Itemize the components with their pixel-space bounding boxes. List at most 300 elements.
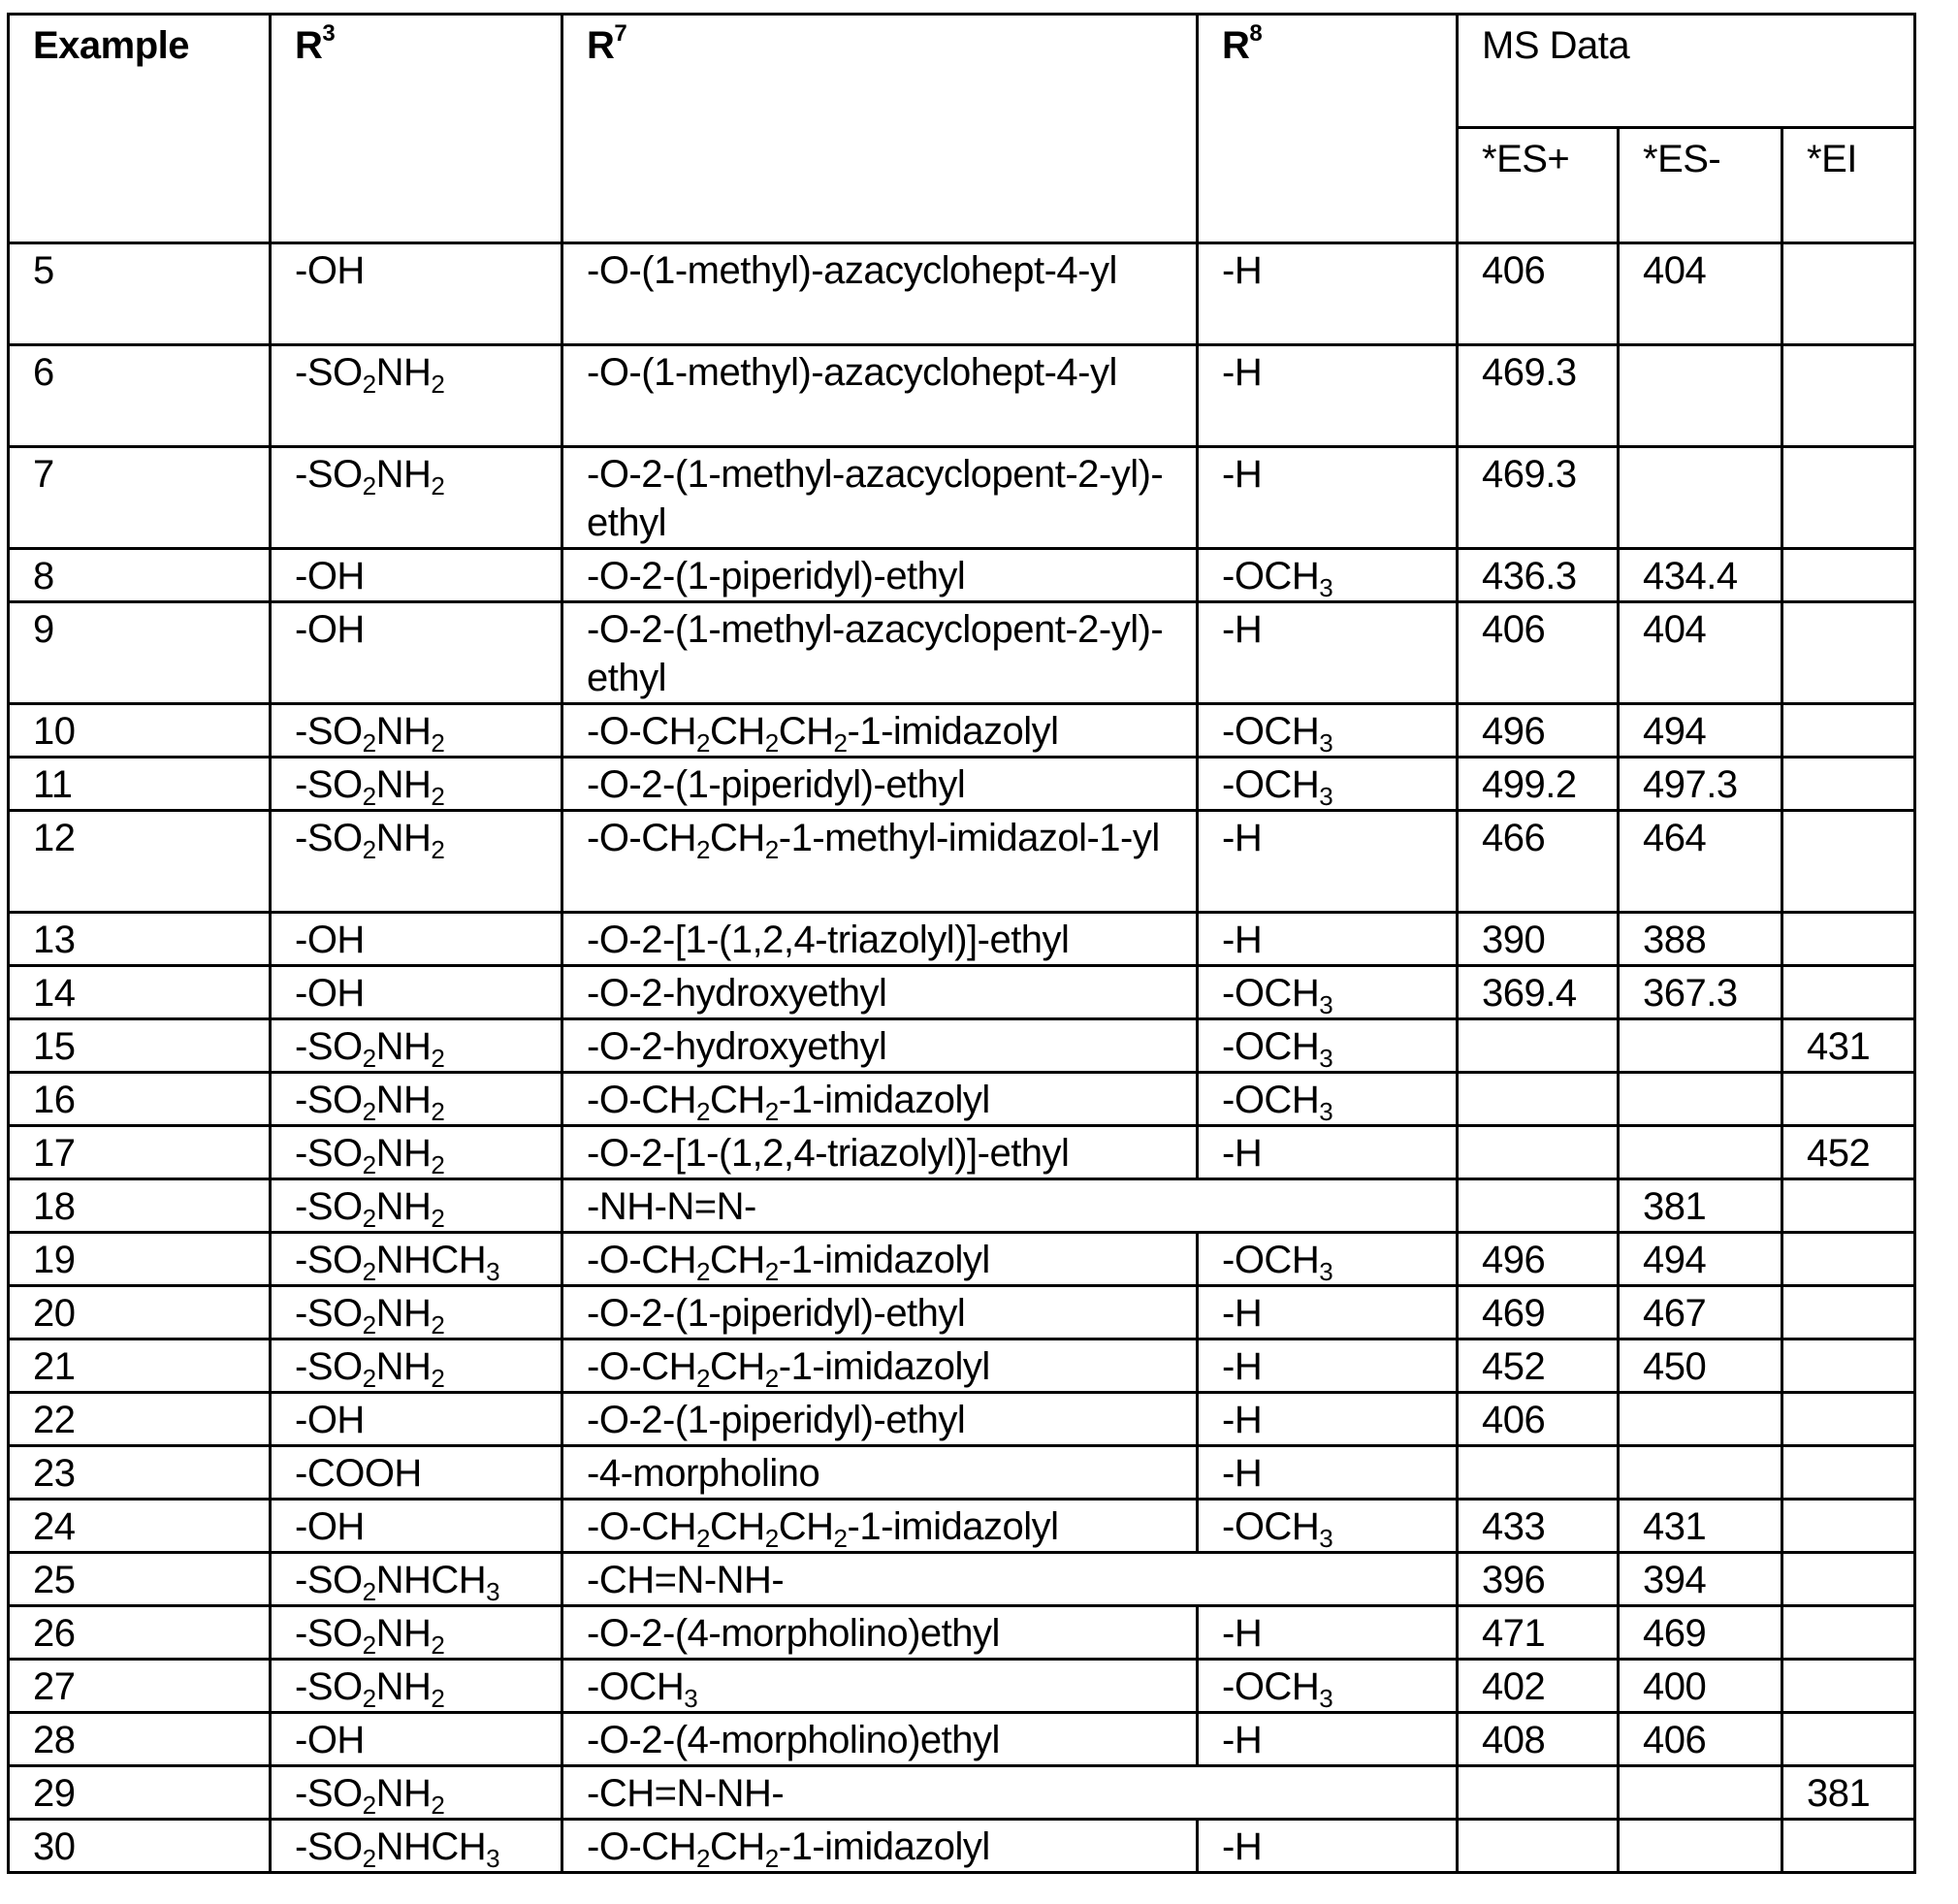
formula-subscript: 2 bbox=[362, 728, 376, 758]
cell-es-minus: 406 bbox=[1619, 1713, 1782, 1766]
cell-r8 bbox=[1198, 1286, 1458, 1339]
cell-r3 bbox=[271, 1660, 562, 1713]
cell-example: 6 bbox=[9, 345, 271, 447]
formula-text: -OCH bbox=[1222, 555, 1320, 597]
cell-ei bbox=[1782, 913, 1915, 966]
formula-text: -SO bbox=[295, 1079, 363, 1121]
formula-subscript: 3 bbox=[1319, 1524, 1333, 1553]
cell-es-minus: 497.3 bbox=[1619, 758, 1782, 811]
formula-subscript: 2 bbox=[362, 370, 376, 399]
cell-es-plus: 369.4 bbox=[1458, 966, 1619, 1019]
cell-es-minus: 467 bbox=[1619, 1286, 1782, 1339]
formula-text: -1-imidazolyl bbox=[778, 1345, 990, 1388]
formula-text: -SO bbox=[295, 817, 363, 859]
cell-example: 29 bbox=[9, 1766, 271, 1820]
formula-subscript: 3 bbox=[1319, 1684, 1333, 1713]
cell-es-plus: 406 bbox=[1458, 243, 1619, 345]
cell-es-plus: 496 bbox=[1458, 704, 1619, 758]
cell-example: 11 bbox=[9, 758, 271, 811]
cell-es-plus bbox=[1458, 1073, 1619, 1126]
formula-text: -O-CH bbox=[587, 1239, 697, 1281]
formula-text: -H bbox=[1222, 1825, 1263, 1868]
cell-es-plus: 396 bbox=[1458, 1553, 1619, 1606]
formula-text: -OCH bbox=[1222, 763, 1320, 806]
formula-subscript: 2 bbox=[696, 1364, 710, 1393]
cell-r3 bbox=[271, 1393, 562, 1446]
cell-es-plus: 452 bbox=[1458, 1339, 1619, 1393]
table-row bbox=[9, 1286, 1915, 1339]
formula-text: -H bbox=[1222, 1132, 1263, 1175]
formula-text: -OH bbox=[295, 608, 365, 651]
cell-r7 bbox=[562, 1660, 1198, 1713]
cell-r8 bbox=[1198, 345, 1458, 447]
cell-example: 18 bbox=[9, 1179, 271, 1233]
cell-r8 bbox=[1198, 966, 1458, 1019]
formula-text: -4-morpholino bbox=[587, 1452, 820, 1495]
cell-es-minus: 404 bbox=[1619, 602, 1782, 704]
cell-es-minus bbox=[1619, 1820, 1782, 1873]
cell-es-plus: 466 bbox=[1458, 811, 1619, 913]
header-r3-sup: 3 bbox=[322, 20, 336, 47]
formula-text: NH bbox=[375, 817, 432, 859]
cell-es-minus: 367.3 bbox=[1619, 966, 1782, 1019]
ms-data-table bbox=[7, 13, 1916, 1874]
formula-text: -1-imidazolyl bbox=[778, 1239, 990, 1281]
cell-r8 bbox=[1198, 758, 1458, 811]
cell-r3 bbox=[271, 1073, 562, 1126]
table-row bbox=[9, 966, 1915, 1019]
formula-subscript: 2 bbox=[431, 1044, 445, 1073]
cell-r3 bbox=[271, 758, 562, 811]
cell-es-minus bbox=[1619, 1393, 1782, 1446]
formula-subscript: 2 bbox=[362, 1684, 376, 1713]
formula-text: CH bbox=[710, 1825, 765, 1868]
formula-subscript: 2 bbox=[833, 728, 848, 758]
cell-example: 21 bbox=[9, 1339, 271, 1393]
cell-es-plus: 436.3 bbox=[1458, 549, 1619, 602]
cell-r8 bbox=[1198, 913, 1458, 966]
formula-text: -O-2-(4-morpholino)ethyl bbox=[587, 1612, 1000, 1655]
cell-r8 bbox=[1198, 602, 1458, 704]
cell-es-plus bbox=[1458, 1766, 1619, 1820]
cell-es-minus bbox=[1619, 345, 1782, 447]
cell-example: 17 bbox=[9, 1126, 271, 1179]
formula-subscript: 2 bbox=[833, 1524, 848, 1553]
cell-r7 bbox=[562, 1339, 1198, 1393]
cell-r3 bbox=[271, 1179, 562, 1233]
cell-example: 13 bbox=[9, 913, 271, 966]
formula-text: -OCH bbox=[1222, 1239, 1320, 1281]
cell-es-minus bbox=[1619, 447, 1782, 549]
cell-example: 15 bbox=[9, 1019, 271, 1073]
formula-text: -H bbox=[1222, 1345, 1263, 1388]
header-r3-base: R bbox=[295, 24, 323, 67]
cell-r7 bbox=[562, 243, 1198, 345]
cell-r7 bbox=[562, 345, 1198, 447]
cell-r7 bbox=[562, 1233, 1198, 1286]
cell-ei bbox=[1782, 1660, 1915, 1713]
formula-text: -O-2-[1-(1,2,4-triazolyl)]-ethyl bbox=[587, 1132, 1070, 1175]
cell-r7 bbox=[562, 1500, 1198, 1553]
formula-text: CH bbox=[778, 710, 834, 753]
formula-subscript: 3 bbox=[486, 1844, 500, 1873]
cell-r3 bbox=[271, 811, 562, 913]
formula-subscript: 2 bbox=[362, 1364, 376, 1393]
cell-r3 bbox=[271, 345, 562, 447]
table-row bbox=[9, 913, 1915, 966]
cell-example: 19 bbox=[9, 1233, 271, 1286]
cell-r7 bbox=[562, 704, 1198, 758]
formula-subscript: 2 bbox=[764, 1844, 779, 1873]
formula-text: -O-CH bbox=[587, 1505, 697, 1548]
cell-es-minus bbox=[1619, 1019, 1782, 1073]
cell-example: 30 bbox=[9, 1820, 271, 1873]
cell-example: 12 bbox=[9, 811, 271, 913]
formula-text: -COOH bbox=[295, 1452, 422, 1495]
cell-r3 bbox=[271, 1339, 562, 1393]
table-row bbox=[9, 447, 1915, 549]
cell-example: 20 bbox=[9, 1286, 271, 1339]
formula-subscript: 2 bbox=[764, 728, 779, 758]
cell-r3 bbox=[271, 1286, 562, 1339]
cell-r3 bbox=[271, 704, 562, 758]
formula-text: -SO bbox=[295, 1345, 363, 1388]
formula-text: -O-2-hydroxyethyl bbox=[587, 972, 887, 1015]
formula-subscript: 2 bbox=[696, 1257, 710, 1286]
cell-es-plus: 406 bbox=[1458, 602, 1619, 704]
formula-text: CH bbox=[778, 1505, 834, 1548]
formula-text: NH bbox=[375, 453, 432, 496]
cell-example: 24 bbox=[9, 1500, 271, 1553]
formula-text: -OCH bbox=[587, 1665, 685, 1708]
cell-r7 bbox=[562, 447, 1198, 549]
formula-text: NH bbox=[375, 1292, 432, 1335]
cell-ei bbox=[1782, 1713, 1915, 1766]
formula-text: -O-2-(4-morpholino)ethyl bbox=[587, 1719, 1000, 1761]
cell-r3 bbox=[271, 1820, 562, 1873]
formula-text: -O-CH bbox=[587, 1079, 697, 1121]
cell-example: 26 bbox=[9, 1606, 271, 1660]
header-r8-sup: 8 bbox=[1249, 20, 1263, 47]
cell-r3 bbox=[271, 243, 562, 345]
formula-text: -H bbox=[1222, 817, 1263, 859]
formula-subscript: 2 bbox=[362, 1097, 376, 1126]
formula-text: -OCH bbox=[1222, 1025, 1320, 1068]
cell-r3 bbox=[271, 602, 562, 704]
cell-es-minus: 434.4 bbox=[1619, 549, 1782, 602]
formula-text: -O-2-(1-piperidyl)-ethyl bbox=[587, 1292, 966, 1335]
cell-r8 bbox=[1198, 1126, 1458, 1179]
formula-subscript: 2 bbox=[362, 835, 376, 864]
formula-text: -SO bbox=[295, 351, 363, 394]
cell-es-plus: 433 bbox=[1458, 1500, 1619, 1553]
formula-subscript: 2 bbox=[431, 370, 445, 399]
formula-text: -H bbox=[1222, 1399, 1263, 1441]
formula-text: -O-2-hydroxyethyl bbox=[587, 1025, 887, 1068]
cell-es-plus: 408 bbox=[1458, 1713, 1619, 1766]
formula-text: -SO bbox=[295, 1772, 363, 1815]
formula-text: -H bbox=[1222, 1452, 1263, 1495]
table-row bbox=[9, 1660, 1915, 1713]
formula-subscript: 2 bbox=[764, 1524, 779, 1553]
table-row bbox=[9, 1073, 1915, 1126]
formula-text: CH bbox=[710, 1079, 765, 1121]
cell-r8 bbox=[1198, 1393, 1458, 1446]
cell-ei bbox=[1782, 1393, 1915, 1446]
formula-subscript: 2 bbox=[431, 728, 445, 758]
formula-text: -O-2-(1-piperidyl)-ethyl bbox=[587, 1399, 966, 1441]
formula-subscript: 3 bbox=[684, 1684, 698, 1713]
cell-ei: 431 bbox=[1782, 1019, 1915, 1073]
cell-es-plus: 469.3 bbox=[1458, 447, 1619, 549]
formula-subscript: 2 bbox=[362, 1044, 376, 1073]
cell-es-minus: 494 bbox=[1619, 704, 1782, 758]
cell-ei bbox=[1782, 758, 1915, 811]
formula-text: -1-methyl-imidazol-1-yl bbox=[778, 817, 1160, 859]
formula-subscript: 2 bbox=[764, 835, 779, 864]
formula-text: -OH bbox=[295, 919, 365, 961]
cell-r3 bbox=[271, 1766, 562, 1820]
cell-ei bbox=[1782, 243, 1915, 345]
formula-subscript: 2 bbox=[431, 1684, 445, 1713]
cell-es-minus bbox=[1619, 1766, 1782, 1820]
formula-text: CH bbox=[710, 1345, 765, 1388]
formula-subscript: 3 bbox=[1319, 782, 1333, 811]
cell-r8 bbox=[1198, 549, 1458, 602]
cell-example: 16 bbox=[9, 1073, 271, 1126]
formula-text: NH bbox=[375, 710, 432, 753]
formula-text: -H bbox=[1222, 351, 1263, 394]
cell-ei bbox=[1782, 1286, 1915, 1339]
cell-es-minus: 388 bbox=[1619, 913, 1782, 966]
cell-ei bbox=[1782, 447, 1915, 549]
cell-es-plus: 469 bbox=[1458, 1286, 1619, 1339]
table-row bbox=[9, 1126, 1915, 1179]
formula-subscript: 3 bbox=[1319, 1257, 1333, 1286]
cell-ei bbox=[1782, 1820, 1915, 1873]
cell-es-plus: 402 bbox=[1458, 1660, 1619, 1713]
table-row bbox=[9, 345, 1915, 447]
formula-text: CH bbox=[710, 817, 765, 859]
formula-subscript: 3 bbox=[1319, 728, 1333, 758]
formula-subscript: 2 bbox=[431, 1204, 445, 1233]
table-row bbox=[9, 1233, 1915, 1286]
formula-subscript: 2 bbox=[362, 1630, 376, 1660]
formula-subscript: 2 bbox=[764, 1257, 779, 1286]
formula-text: -SO bbox=[295, 1665, 363, 1708]
table-body bbox=[9, 243, 1915, 1873]
formula-subscript: 3 bbox=[1319, 990, 1333, 1019]
cell-es-plus bbox=[1458, 1820, 1619, 1873]
cell-es-minus: 464 bbox=[1619, 811, 1782, 913]
cell-r7 bbox=[562, 811, 1198, 913]
formula-subscript: 2 bbox=[431, 1364, 445, 1393]
cell-r7 bbox=[562, 1606, 1198, 1660]
cell-ei bbox=[1782, 345, 1915, 447]
formula-subscript: 2 bbox=[362, 782, 376, 811]
cell-es-plus: 499.2 bbox=[1458, 758, 1619, 811]
cell-r7-r8-merged: -CH=N-NH- bbox=[562, 1766, 1458, 1820]
cell-example: 25 bbox=[9, 1553, 271, 1606]
formula-text: NH bbox=[375, 1185, 432, 1228]
header-ei: *EI bbox=[1782, 128, 1915, 243]
formula-text: NH bbox=[375, 1612, 432, 1655]
formula-text: NH bbox=[375, 1079, 432, 1121]
formula-text: -1-imidazolyl bbox=[778, 1079, 990, 1121]
table-row bbox=[9, 758, 1915, 811]
cell-ei bbox=[1782, 1339, 1915, 1393]
formula-text: -SO bbox=[295, 1185, 363, 1228]
cell-r8 bbox=[1198, 1073, 1458, 1126]
cell-es-minus: 381 bbox=[1619, 1179, 1782, 1233]
header-ms-data: MS Data bbox=[1458, 15, 1915, 128]
formula-text: -O-CH bbox=[587, 817, 697, 859]
formula-subscript: 2 bbox=[431, 782, 445, 811]
cell-es-minus: 494 bbox=[1619, 1233, 1782, 1286]
table-row bbox=[9, 704, 1915, 758]
formula-subscript: 2 bbox=[764, 1364, 779, 1393]
formula-text: -O-(1-methyl)-azacyclohept-4-yl bbox=[587, 249, 1117, 292]
cell-ei bbox=[1782, 966, 1915, 1019]
formula-text: -OH bbox=[295, 1719, 365, 1761]
formula-text: -O-2-(1-piperidyl)-ethyl bbox=[587, 763, 966, 806]
formula-text: -H bbox=[1222, 919, 1263, 961]
cell-r7 bbox=[562, 1393, 1198, 1446]
cell-example: 23 bbox=[9, 1446, 271, 1500]
cell-ei bbox=[1782, 549, 1915, 602]
cell-ei bbox=[1782, 1073, 1915, 1126]
formula-text: -O-(1-methyl)-azacyclohept-4-yl bbox=[587, 351, 1117, 394]
cell-ei bbox=[1782, 602, 1915, 704]
formula-text: NHCH bbox=[375, 1559, 487, 1601]
formula-subscript: 3 bbox=[1319, 1044, 1333, 1073]
cell-example: 7 bbox=[9, 447, 271, 549]
cell-example: 28 bbox=[9, 1713, 271, 1766]
cell-r3 bbox=[271, 1713, 562, 1766]
formula-text: -SO bbox=[295, 1132, 363, 1175]
table-row bbox=[9, 1500, 1915, 1553]
cell-r8 bbox=[1198, 447, 1458, 549]
formula-subscript: 2 bbox=[362, 1150, 376, 1179]
formula-subscript: 3 bbox=[1319, 573, 1333, 602]
cell-es-minus bbox=[1619, 1073, 1782, 1126]
formula-subscript: 3 bbox=[486, 1577, 500, 1606]
table-row bbox=[9, 811, 1915, 913]
formula-text: CH bbox=[710, 1505, 765, 1548]
cell-r7 bbox=[562, 913, 1198, 966]
header-example: Example bbox=[9, 15, 271, 243]
cell-r8 bbox=[1198, 1446, 1458, 1500]
formula-text: -OH bbox=[295, 249, 365, 292]
cell-es-minus bbox=[1619, 1126, 1782, 1179]
cell-example: 14 bbox=[9, 966, 271, 1019]
cell-r7-r8-merged: -NH-N=N- bbox=[562, 1179, 1458, 1233]
cell-ei bbox=[1782, 811, 1915, 913]
cell-ei bbox=[1782, 1500, 1915, 1553]
formula-subscript: 2 bbox=[362, 471, 376, 500]
formula-text: -O-CH bbox=[587, 710, 697, 753]
formula-text: -H bbox=[1222, 453, 1263, 496]
table-row bbox=[9, 1393, 1915, 1446]
header-row-top bbox=[9, 15, 1915, 128]
formula-text: CH bbox=[710, 1239, 765, 1281]
cell-r7 bbox=[562, 1446, 1198, 1500]
formula-text: NH bbox=[375, 351, 432, 394]
cell-r8 bbox=[1198, 1606, 1458, 1660]
formula-text: -SO bbox=[295, 1825, 363, 1868]
formula-text: -SO bbox=[295, 1025, 363, 1068]
cell-r8 bbox=[1198, 1019, 1458, 1073]
formula-text: -O-2-(1-methyl-azacyclopent-2-yl)-ethyl bbox=[587, 608, 1164, 699]
formula-text: -O-2-[1-(1,2,4-triazolyl)]-ethyl bbox=[587, 919, 1070, 961]
formula-subscript: 2 bbox=[431, 1310, 445, 1339]
cell-es-plus bbox=[1458, 1126, 1619, 1179]
cell-r8 bbox=[1198, 1713, 1458, 1766]
cell-es-plus: 390 bbox=[1458, 913, 1619, 966]
formula-text: NHCH bbox=[375, 1825, 487, 1868]
formula-text: NHCH bbox=[375, 1239, 487, 1281]
formula-text: -OH bbox=[295, 1505, 365, 1548]
cell-es-plus: 496 bbox=[1458, 1233, 1619, 1286]
cell-ei bbox=[1782, 1179, 1915, 1233]
cell-ei: 381 bbox=[1782, 1766, 1915, 1820]
cell-es-minus: 469 bbox=[1619, 1606, 1782, 1660]
header-r8-base: R bbox=[1222, 24, 1250, 67]
table-row bbox=[9, 1713, 1915, 1766]
cell-r7 bbox=[562, 966, 1198, 1019]
formula-text: -SO bbox=[295, 763, 363, 806]
cell-r3 bbox=[271, 913, 562, 966]
cell-es-minus bbox=[1619, 1446, 1782, 1500]
formula-text: -SO bbox=[295, 1239, 363, 1281]
formula-subscript: 2 bbox=[764, 1097, 779, 1126]
cell-r3 bbox=[271, 1233, 562, 1286]
formula-text: -O-CH bbox=[587, 1825, 697, 1868]
formula-text: -OCH bbox=[1222, 1079, 1320, 1121]
cell-r7 bbox=[562, 1820, 1198, 1873]
table-row bbox=[9, 1766, 1915, 1820]
header-r3 bbox=[271, 15, 562, 243]
table-row bbox=[9, 1179, 1915, 1233]
formula-text: -1-imidazolyl bbox=[778, 1825, 990, 1868]
formula-subscript: 2 bbox=[362, 1577, 376, 1606]
formula-text: -O-2-(1-methyl-azacyclopent-2-yl)-ethyl bbox=[587, 453, 1164, 544]
formula-text: NH bbox=[375, 1345, 432, 1388]
cell-example: 5 bbox=[9, 243, 271, 345]
formula-text: CH bbox=[710, 710, 765, 753]
formula-subscript: 2 bbox=[696, 1097, 710, 1126]
formula-subscript: 2 bbox=[431, 1791, 445, 1820]
header-r7-base: R bbox=[587, 24, 615, 67]
cell-r3 bbox=[271, 1606, 562, 1660]
cell-r8 bbox=[1198, 704, 1458, 758]
table-row bbox=[9, 1019, 1915, 1073]
formula-text: -OCH bbox=[1222, 1505, 1320, 1548]
formula-subscript: 2 bbox=[431, 471, 445, 500]
formula-subscript: 2 bbox=[362, 1204, 376, 1233]
formula-text: NH bbox=[375, 1772, 432, 1815]
formula-subscript: 2 bbox=[696, 835, 710, 864]
cell-example: 8 bbox=[9, 549, 271, 602]
cell-r3 bbox=[271, 447, 562, 549]
table-row bbox=[9, 1820, 1915, 1873]
formula-text: NH bbox=[375, 763, 432, 806]
cell-ei bbox=[1782, 1553, 1915, 1606]
formula-text: -1-imidazolyl bbox=[847, 710, 1059, 753]
cell-r3 bbox=[271, 966, 562, 1019]
cell-es-minus: 400 bbox=[1619, 1660, 1782, 1713]
table-row bbox=[9, 1553, 1915, 1606]
